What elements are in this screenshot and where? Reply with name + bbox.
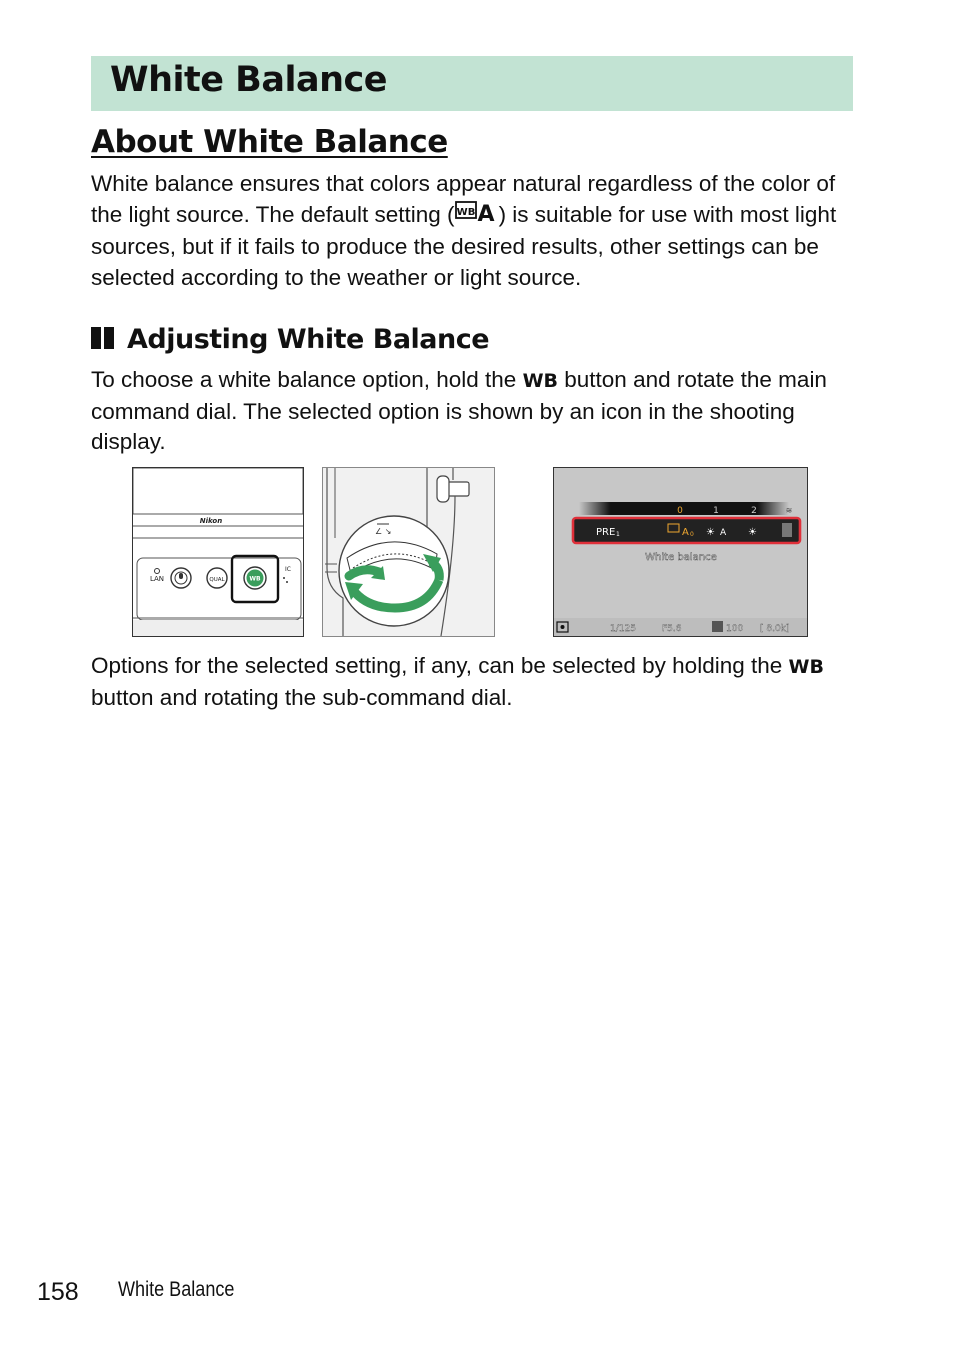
- section-title: About White Balance: [91, 124, 448, 160]
- svg-text:WB: WB: [456, 206, 475, 218]
- lan-label: LAN: [149, 575, 165, 583]
- aperture: F5.6: [662, 624, 682, 634]
- qual-label: QUAL: [209, 577, 225, 583]
- sun-icon: ☀: [748, 527, 757, 538]
- section-marker-icon: [91, 327, 115, 349]
- options-paragraph: Options for the selected setting, if any, can be selected by holding the WB button and rotating the sub-command dial.: [91, 653, 824, 710]
- chapter-title: White Balance: [110, 60, 387, 100]
- wb-button-label-2: WB: [788, 656, 824, 678]
- chapter-header: [91, 56, 853, 111]
- option-auto: A: [682, 527, 689, 538]
- command-dial-illustration: [322, 467, 495, 637]
- sun-auto-icon: ☀: [706, 527, 715, 538]
- option-natural-auto: A: [720, 528, 727, 538]
- svg-text:1: 1: [616, 531, 620, 538]
- wb-button-text: WB: [249, 575, 261, 583]
- running-footer-title: White Balance: [118, 1278, 235, 1301]
- svg-text:0: 0: [690, 531, 694, 538]
- iso-icon: [712, 621, 723, 632]
- subsection-heading: [91, 324, 489, 355]
- scale-0: 0: [677, 506, 683, 516]
- adjust-paragraph: To choose a white balance option, hold the WB button and rotate the main command dial. The selected option is shown by an icon in the shooting display.: [91, 367, 827, 455]
- mic-icon: [179, 573, 183, 579]
- shutter-speed: 1/125: [610, 624, 636, 634]
- wb-button-label: WB: [522, 370, 559, 392]
- scale-2: 2: [751, 506, 757, 516]
- svg-text:A: A: [477, 201, 495, 224]
- subsection-title: Adjusting White Balance: [127, 324, 490, 355]
- page-number: 158: [37, 1278, 79, 1306]
- flash-icon: ≋: [785, 506, 793, 515]
- ic-label: IC: [285, 566, 291, 573]
- wb-auto-icon: [455, 200, 499, 233]
- scale-1: 1: [713, 506, 719, 516]
- intro-paragraph: White balance ensures that colors appear natural regardless of the color of the light source. The default setting ( WB A ) is suitable for use with most light sources, but if it fails to produce the desired results, other settings can be selected according to the weather or light source.: [91, 171, 837, 290]
- svg-text:∠ ↘: ∠ ↘: [375, 527, 392, 536]
- display-label: White balance: [645, 552, 717, 563]
- camera-back-illustration: [132, 467, 304, 637]
- brand-label: Nikon: [199, 517, 223, 525]
- frames-remaining: [ 8.0k]: [760, 624, 790, 634]
- option-pre: PRE: [596, 527, 616, 538]
- fluorescent-icon: [782, 523, 792, 537]
- iso-value: 100: [726, 624, 744, 634]
- shooting-display-illustration: [553, 467, 808, 637]
